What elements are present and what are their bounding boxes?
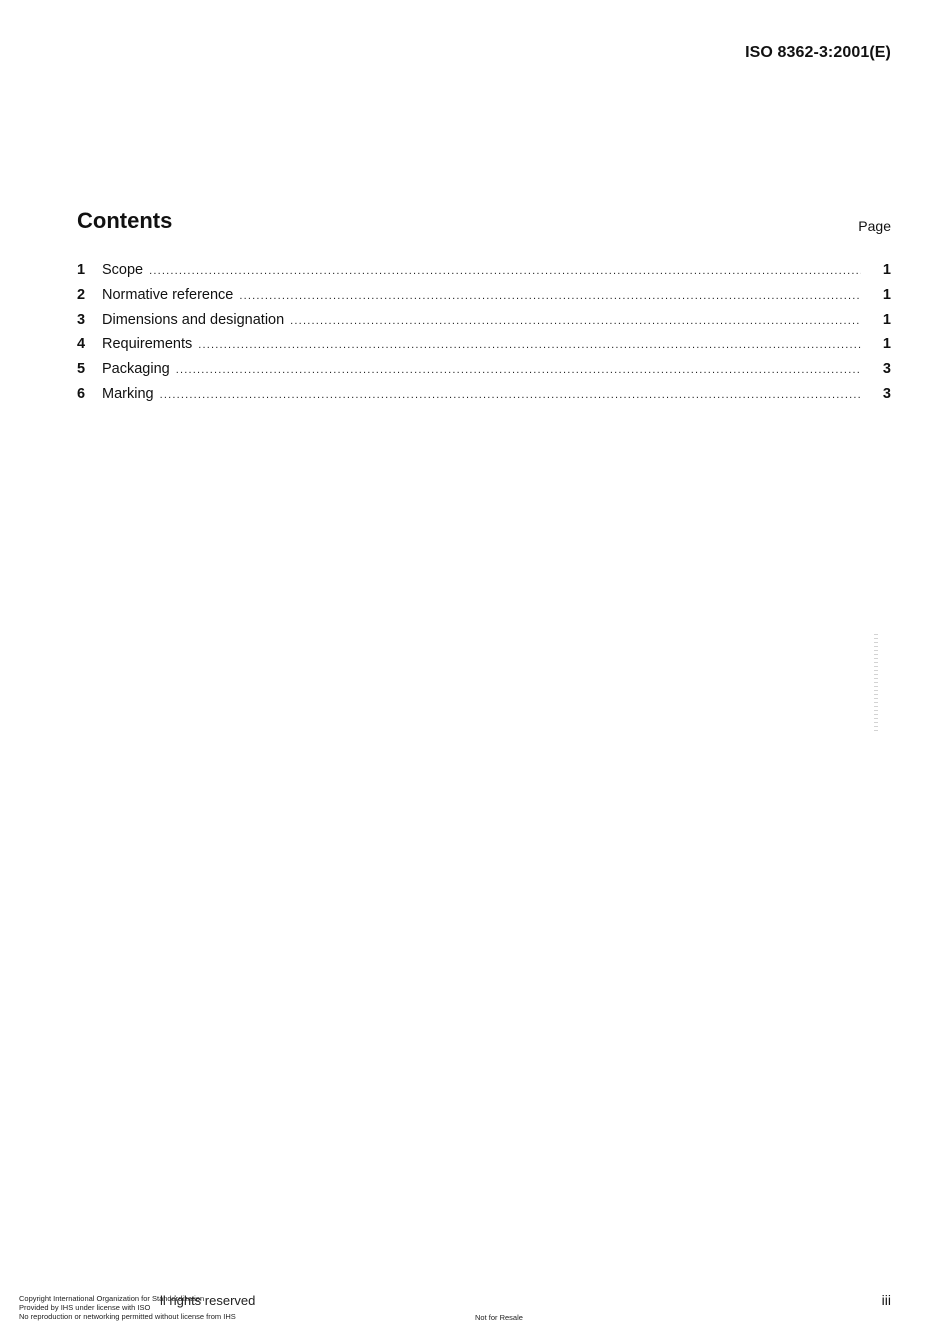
toc-dot-leader bbox=[176, 364, 861, 376]
toc-entry-title: Packaging bbox=[102, 361, 170, 378]
toc-entry-title: Dimensions and designation bbox=[102, 311, 285, 328]
toc-entry-number: 4 bbox=[77, 336, 86, 353]
toc-dot-leader bbox=[160, 389, 861, 401]
toc-dot-leader bbox=[290, 315, 861, 327]
toc-entry-number: 3 bbox=[77, 311, 86, 328]
footer-copyright-line: Provided by IHS under license with ISO bbox=[19, 1303, 151, 1312]
footer-page-number: iii bbox=[881, 1292, 891, 1308]
toc-dot-leader bbox=[198, 339, 861, 351]
toc-entry-title: Requirements bbox=[102, 336, 193, 353]
toc-entry-number: 6 bbox=[77, 385, 86, 402]
toc-entry-scope[interactable] bbox=[77, 262, 891, 287]
toc-header bbox=[77, 208, 891, 240]
toc-entry-number: 2 bbox=[77, 286, 86, 303]
toc-dot-leader bbox=[239, 290, 861, 302]
footer-rights-text: ll rights reserved bbox=[160, 1293, 256, 1308]
toc-entry-packaging[interactable] bbox=[77, 361, 891, 386]
toc-list bbox=[77, 262, 891, 411]
document-id: ISO 8362-3:2001(E) bbox=[745, 44, 891, 61]
toc-dot-leader bbox=[149, 265, 861, 277]
toc-entry-requirements[interactable] bbox=[77, 336, 891, 361]
toc-entry-marking[interactable] bbox=[77, 386, 891, 411]
toc-entry-page: 3 bbox=[882, 385, 891, 402]
toc-entry-number: 1 bbox=[77, 262, 86, 278]
footer-copyright-notice bbox=[19, 1294, 236, 1321]
footer-copyright-line: No reproduction or networking permitted without license from IHS bbox=[19, 1312, 236, 1321]
toc-entry-dimensions-and-designation[interactable] bbox=[77, 312, 891, 337]
toc-entry-page: 3 bbox=[882, 361, 891, 378]
toc-page-column-label: Page bbox=[858, 218, 891, 234]
toc-entry-page: 1 bbox=[882, 262, 891, 278]
toc-entry-title: Scope bbox=[102, 262, 144, 278]
toc-entry-page: 1 bbox=[882, 311, 891, 328]
toc-entry-normative-reference[interactable] bbox=[77, 287, 891, 312]
toc-entry-page: 1 bbox=[882, 336, 891, 353]
toc-entry-title: Marking bbox=[102, 385, 154, 402]
footer-resale-notice: Not for Resale bbox=[475, 1313, 523, 1322]
scan-artifact bbox=[874, 634, 878, 734]
toc-title: Contents bbox=[77, 208, 173, 233]
toc-entry-number: 5 bbox=[77, 361, 86, 378]
toc-entry-page: 1 bbox=[882, 286, 891, 303]
toc-entry-title: Normative reference bbox=[102, 286, 234, 303]
footer-copyright-line: Copyright International Organization for Standardization bbox=[19, 1294, 205, 1303]
